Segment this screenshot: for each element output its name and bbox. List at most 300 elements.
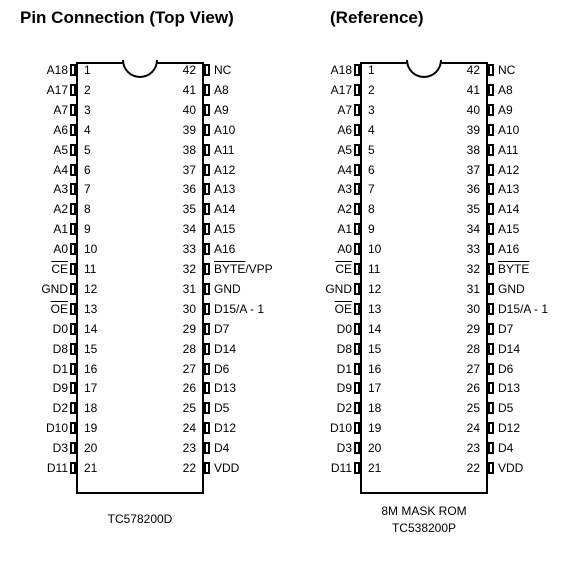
pin-lead xyxy=(488,64,494,76)
pin-number: 38 xyxy=(466,142,480,157)
pin-label xyxy=(335,262,352,276)
pin-lead xyxy=(354,64,360,76)
pin-label-text: A3 xyxy=(337,182,352,197)
pin-label xyxy=(337,342,352,356)
pin-lead xyxy=(488,104,494,116)
pin-lead xyxy=(488,144,494,156)
pin-lead xyxy=(354,104,360,116)
pin-label-text: A7 xyxy=(53,102,68,117)
pin-label xyxy=(498,302,548,316)
pin-label xyxy=(337,242,352,256)
pin-label-text: A8 xyxy=(214,82,229,97)
pin-number: 42 xyxy=(466,63,480,77)
pin-label-text: A11 xyxy=(214,142,235,157)
pin-label xyxy=(214,381,236,395)
pin-number: 7 xyxy=(84,182,91,197)
pin-label xyxy=(498,242,519,256)
pin-number: 14 xyxy=(368,321,382,336)
pin-label xyxy=(214,421,236,435)
pin-number: 9 xyxy=(368,222,375,237)
pin-label-text: A17 xyxy=(330,82,352,97)
pin-lead xyxy=(70,263,76,275)
pin-number: 31 xyxy=(466,281,480,296)
pin-label-text: GND xyxy=(325,281,352,296)
pin-label-text: A16 xyxy=(498,242,520,257)
pin-lead xyxy=(354,84,360,96)
pin-lead xyxy=(488,303,494,315)
pin-label-text: D3 xyxy=(336,441,352,456)
pin-label xyxy=(498,441,513,455)
pin-label-text: D2 xyxy=(336,401,352,416)
pin-number: 3 xyxy=(368,102,375,117)
pin-label xyxy=(498,123,519,137)
pin-label-text: A15 xyxy=(214,222,236,237)
pin-label-text: D15/A - 1 xyxy=(498,301,549,316)
pin-lead xyxy=(488,263,494,275)
pin-number: 37 xyxy=(466,162,480,177)
pin-lead xyxy=(204,402,210,414)
chip-tc538200p xyxy=(325,62,549,494)
pin-label xyxy=(214,282,241,296)
pin-lead xyxy=(204,442,210,454)
pin-label xyxy=(330,421,352,435)
pin-label xyxy=(331,461,352,475)
pin-lead xyxy=(70,64,76,76)
pin-label xyxy=(498,461,523,475)
pin-lead xyxy=(204,263,210,275)
pin-label xyxy=(498,143,518,157)
pin-label-text: A3 xyxy=(53,182,68,197)
pin-label-text: D15/A - 1 xyxy=(214,301,265,316)
pin-label-text: A12 xyxy=(214,162,236,177)
pin-lead xyxy=(204,144,210,156)
pin-label-text: D0 xyxy=(336,321,352,336)
pin-lead xyxy=(354,164,360,176)
pin-lead xyxy=(488,382,494,394)
pin-label xyxy=(325,282,352,296)
pin-lead xyxy=(354,183,360,195)
pin-lead xyxy=(70,144,76,156)
pin-label-text: A18 xyxy=(330,63,352,77)
pin-number: 5 xyxy=(84,142,91,157)
pin-number: 33 xyxy=(466,242,480,257)
pin-label-text: D8 xyxy=(52,341,68,356)
pin-label-text: A4 xyxy=(53,162,68,177)
pin-lead xyxy=(488,462,494,474)
pin-label xyxy=(51,302,68,316)
pin-label xyxy=(214,83,229,97)
pin-label-text: A16 xyxy=(214,242,236,257)
pin-label-text: A1 xyxy=(53,222,68,237)
pin-label-text: D6 xyxy=(214,361,230,376)
pin-label-text: D0 xyxy=(52,321,68,336)
pin-label xyxy=(214,242,235,256)
pin-lead xyxy=(70,183,76,195)
pin-lead xyxy=(204,343,210,355)
pin-label xyxy=(214,222,235,236)
pin-number: 30 xyxy=(466,301,480,316)
pin-label-text: VDD xyxy=(498,461,524,475)
pin-label-text: A4 xyxy=(337,162,352,177)
pin-label xyxy=(337,381,352,395)
pin-label-text: D14 xyxy=(214,341,237,356)
pin-number: 11 xyxy=(84,262,97,276)
pin-label-text: GND xyxy=(41,281,68,296)
pin-label-text: A6 xyxy=(337,122,352,137)
pin-label xyxy=(337,222,352,236)
pin-label-text: A14 xyxy=(498,202,520,217)
pin-label-text: D1 xyxy=(336,361,352,376)
pin-lead xyxy=(354,402,360,414)
pin-number: 9 xyxy=(84,222,91,237)
pin-label-text: BYTE xyxy=(214,262,246,276)
pin-label-text: A8 xyxy=(498,82,513,97)
pin-number: 37 xyxy=(182,162,196,177)
diagram-title: Pin Connection (Top View) xyxy=(20,8,234,27)
pin-label-text: D13 xyxy=(214,381,237,396)
pin-number: 23 xyxy=(466,441,480,456)
pin-label xyxy=(53,322,68,336)
pin-label-text: $\overline{CE}$ xyxy=(335,262,352,276)
pin-number: 24 xyxy=(466,421,480,436)
pin-lead xyxy=(70,243,76,255)
pin-label-text: A5 xyxy=(337,142,352,157)
pin-label-text: A5 xyxy=(53,142,68,157)
pin-label-text: A9 xyxy=(498,102,513,117)
pin-label xyxy=(331,63,352,77)
pin-number: 22 xyxy=(182,461,196,475)
pin-lead xyxy=(204,422,210,434)
pin-label xyxy=(337,362,352,376)
pin-label-text: D5 xyxy=(498,401,514,416)
pin-number: 35 xyxy=(182,202,196,217)
pin-label-text: A18 xyxy=(46,63,68,77)
pin-label xyxy=(46,421,68,435)
chip-tc578200d xyxy=(41,62,273,494)
pin-lead xyxy=(70,203,76,215)
pin-number: 20 xyxy=(368,441,382,456)
pin-label-text: GND xyxy=(498,281,525,296)
pin-number: 13 xyxy=(368,301,382,316)
pin-lead xyxy=(204,183,210,195)
pin-lead xyxy=(488,442,494,454)
pin-lead xyxy=(204,124,210,136)
pin-label-text: D6 xyxy=(498,361,514,376)
pin-label xyxy=(51,262,68,276)
pin-lead xyxy=(204,84,210,96)
pin-label xyxy=(498,63,515,77)
pin-number: 39 xyxy=(182,122,196,137)
pin-number: 17 xyxy=(84,381,98,396)
pin-lead xyxy=(204,323,210,335)
pin-label xyxy=(337,123,352,137)
pin-lead xyxy=(488,323,494,335)
pin-number: 25 xyxy=(466,401,480,416)
pin-label xyxy=(53,242,68,256)
pin-lead xyxy=(488,183,494,195)
pin-label xyxy=(214,123,235,137)
pin-lead xyxy=(70,323,76,335)
pin-lead xyxy=(354,283,360,295)
pin-label xyxy=(337,143,352,157)
pin-label-text: A6 xyxy=(53,122,68,137)
pin-label-text: A0 xyxy=(337,242,352,257)
pin-label-text: VDD xyxy=(214,461,240,475)
pin-number: 18 xyxy=(368,401,382,416)
pin-number: 28 xyxy=(466,341,480,356)
pin-label-text: A12 xyxy=(498,162,520,177)
pin-label xyxy=(53,401,68,415)
pin-lead xyxy=(354,124,360,136)
pin-lead xyxy=(354,442,360,454)
pin-lead xyxy=(354,422,360,434)
pin-label xyxy=(498,322,513,336)
pin-label xyxy=(498,182,519,196)
pin-label-text: A17 xyxy=(46,82,68,97)
pin-lead xyxy=(354,323,360,335)
pin-label-text: D9 xyxy=(52,381,68,396)
pin-lead xyxy=(70,343,76,355)
pin-number: 12 xyxy=(368,281,382,296)
pin-number: 16 xyxy=(84,361,98,376)
pin-label-text: D10 xyxy=(329,421,352,436)
pin-label xyxy=(214,401,229,415)
pin-label-text: D14 xyxy=(498,341,521,356)
pin-lead xyxy=(204,303,210,315)
pin-label xyxy=(214,163,235,177)
pin-label xyxy=(214,302,264,316)
pin-lead xyxy=(488,243,494,255)
pin-label xyxy=(498,362,513,376)
pin-label-text: A1 xyxy=(337,222,352,237)
pin-number: 4 xyxy=(84,122,91,137)
pin-label xyxy=(214,322,229,336)
pin-label xyxy=(53,123,68,137)
reference-title: (Reference) xyxy=(330,8,424,27)
pin-label xyxy=(214,342,236,356)
pin-label-suffix: /VPP xyxy=(245,262,273,276)
pin-lead xyxy=(354,144,360,156)
pin-number: 31 xyxy=(182,281,196,296)
pin-label xyxy=(498,202,519,216)
pin-number: 41 xyxy=(466,82,480,97)
pin-label xyxy=(53,381,68,395)
pin-label xyxy=(498,282,525,296)
pin-number: 5 xyxy=(368,142,375,157)
pin-label xyxy=(498,103,513,117)
pin-number: 34 xyxy=(182,222,196,237)
pin-label-text: A2 xyxy=(337,202,352,217)
pin-label xyxy=(214,143,234,157)
pin-label xyxy=(214,202,235,216)
pin-number: 18 xyxy=(84,401,98,416)
pin-number: 17 xyxy=(368,381,382,396)
pin-number: 15 xyxy=(368,341,382,356)
pin-label-text: A11 xyxy=(498,142,519,157)
pin-lead xyxy=(70,382,76,394)
pin-label xyxy=(498,222,519,236)
pin-label-text: $\overline{OE}$ xyxy=(334,301,352,316)
pin-lead xyxy=(488,363,494,375)
pin-number: 26 xyxy=(182,381,196,396)
pin-label xyxy=(214,441,229,455)
pin-label xyxy=(47,461,68,475)
pin-label xyxy=(53,342,68,356)
pin-number: 34 xyxy=(466,222,480,237)
pin-label-text: D9 xyxy=(336,381,352,396)
pin-lead xyxy=(204,363,210,375)
pin-label xyxy=(53,362,68,376)
pin-number: 38 xyxy=(182,142,196,157)
pin-label xyxy=(214,461,239,475)
pin-lead xyxy=(488,422,494,434)
pin-number: 12 xyxy=(84,281,98,296)
pin-number: 14 xyxy=(84,321,98,336)
pin-label-text: D12 xyxy=(214,421,237,436)
pin-label xyxy=(214,63,231,77)
pin-number: 10 xyxy=(84,242,98,257)
pin-label-text: $\overline{OE}$ xyxy=(50,301,68,316)
pin-number: 36 xyxy=(466,182,480,197)
pin-label-text: NC xyxy=(214,63,232,77)
pin-lead xyxy=(70,223,76,235)
pin-lead xyxy=(70,363,76,375)
pin-label-text: D10 xyxy=(45,421,68,436)
pin-lead xyxy=(488,84,494,96)
pin-lead xyxy=(354,343,360,355)
pin-number: 1 xyxy=(368,63,375,77)
pin-label xyxy=(498,401,513,415)
pin-lead xyxy=(70,84,76,96)
pin-label xyxy=(337,322,352,336)
pin-label-text: D5 xyxy=(214,401,230,416)
pin-number: 33 xyxy=(182,242,196,257)
pin-number: 7 xyxy=(368,182,375,197)
pin-label xyxy=(498,381,520,395)
pin-label xyxy=(337,441,352,455)
pin-lead xyxy=(70,442,76,454)
pin-lead xyxy=(204,104,210,116)
pin-number: 29 xyxy=(466,321,480,336)
pin-label-text: D12 xyxy=(498,421,521,436)
pin-label-text: A15 xyxy=(498,222,520,237)
pin-number: 36 xyxy=(182,182,196,197)
pin-number: 3 xyxy=(84,102,91,117)
pin-lead xyxy=(354,363,360,375)
pin-label-text: D11 xyxy=(330,461,352,475)
pin-label-text: D7 xyxy=(214,321,230,336)
pin-number: 6 xyxy=(84,162,91,177)
chip-caption: TC538200P xyxy=(391,521,457,535)
pin-lead xyxy=(70,104,76,116)
pin-label-text: NC xyxy=(498,63,516,77)
pin-lead xyxy=(70,124,76,136)
pin-lead xyxy=(70,164,76,176)
pin-number: 4 xyxy=(368,122,375,137)
pin-label xyxy=(47,83,68,97)
pin-lead xyxy=(354,303,360,315)
pin-number: 11 xyxy=(368,262,381,276)
pin-label-text: A13 xyxy=(214,182,236,197)
pin-number: 2 xyxy=(84,82,91,97)
pin-number: 20 xyxy=(84,441,98,456)
pin-label-text: A2 xyxy=(53,202,68,217)
pin-label-text: D11 xyxy=(46,461,68,475)
pin-lead xyxy=(354,223,360,235)
pin-number: 8 xyxy=(368,202,375,217)
pin-number: 41 xyxy=(182,82,196,97)
pin-label xyxy=(498,83,513,97)
pin-lead xyxy=(488,203,494,215)
pin-label xyxy=(53,222,68,236)
pin-label-text: D3 xyxy=(52,441,68,456)
pin-number: 2 xyxy=(368,82,375,97)
pin-label xyxy=(214,362,229,376)
pin-label xyxy=(53,103,68,117)
pin-label xyxy=(53,202,68,216)
pin-label xyxy=(53,163,68,177)
pin-number: 32 xyxy=(182,262,196,276)
pin-number: 22 xyxy=(466,461,480,475)
pin-number: 28 xyxy=(182,341,196,356)
pin-number: 30 xyxy=(182,301,196,316)
pin-label xyxy=(337,103,352,117)
pin-label xyxy=(331,83,352,97)
pin-label xyxy=(337,202,352,216)
chip-caption: 8M MASK ROM xyxy=(381,504,467,518)
pin-lead xyxy=(204,203,210,215)
pin-lead xyxy=(204,283,210,295)
pin-lead xyxy=(354,203,360,215)
pin-lead xyxy=(70,303,76,315)
pin-lead xyxy=(488,124,494,136)
pin-number: 10 xyxy=(368,242,382,257)
pin-lead xyxy=(354,382,360,394)
pin-lead xyxy=(204,223,210,235)
pin-label-text: D4 xyxy=(498,441,514,456)
pin-label-text: A0 xyxy=(53,242,68,257)
pin-number: 21 xyxy=(368,461,382,475)
pin-lead xyxy=(488,402,494,414)
pin-lead xyxy=(70,462,76,474)
pin-label xyxy=(498,163,519,177)
pin-number: 23 xyxy=(182,441,196,456)
pin-label-text: A9 xyxy=(214,102,229,117)
pin-label xyxy=(498,342,520,356)
pin-label xyxy=(214,262,273,276)
pin-number: 39 xyxy=(466,122,480,137)
pin-label xyxy=(337,163,352,177)
pin-label xyxy=(498,262,529,276)
pin-label xyxy=(47,63,68,77)
pin-number: 26 xyxy=(466,381,480,396)
pin-number: 40 xyxy=(466,102,480,117)
pin-label xyxy=(53,143,68,157)
pin-label-text: A10 xyxy=(214,122,236,137)
pin-number: 32 xyxy=(466,262,480,276)
pin-lead xyxy=(354,462,360,474)
pin-number: 19 xyxy=(368,421,382,436)
pin-label-text: D7 xyxy=(498,321,514,336)
chip-caption: TC578200D xyxy=(107,512,173,526)
pin-lead xyxy=(204,164,210,176)
pin-label xyxy=(498,421,520,435)
pin-label xyxy=(214,103,229,117)
pin-lead xyxy=(70,402,76,414)
pin-number: 27 xyxy=(182,361,196,376)
pin-number: 29 xyxy=(182,321,196,336)
pin-lead xyxy=(204,382,210,394)
